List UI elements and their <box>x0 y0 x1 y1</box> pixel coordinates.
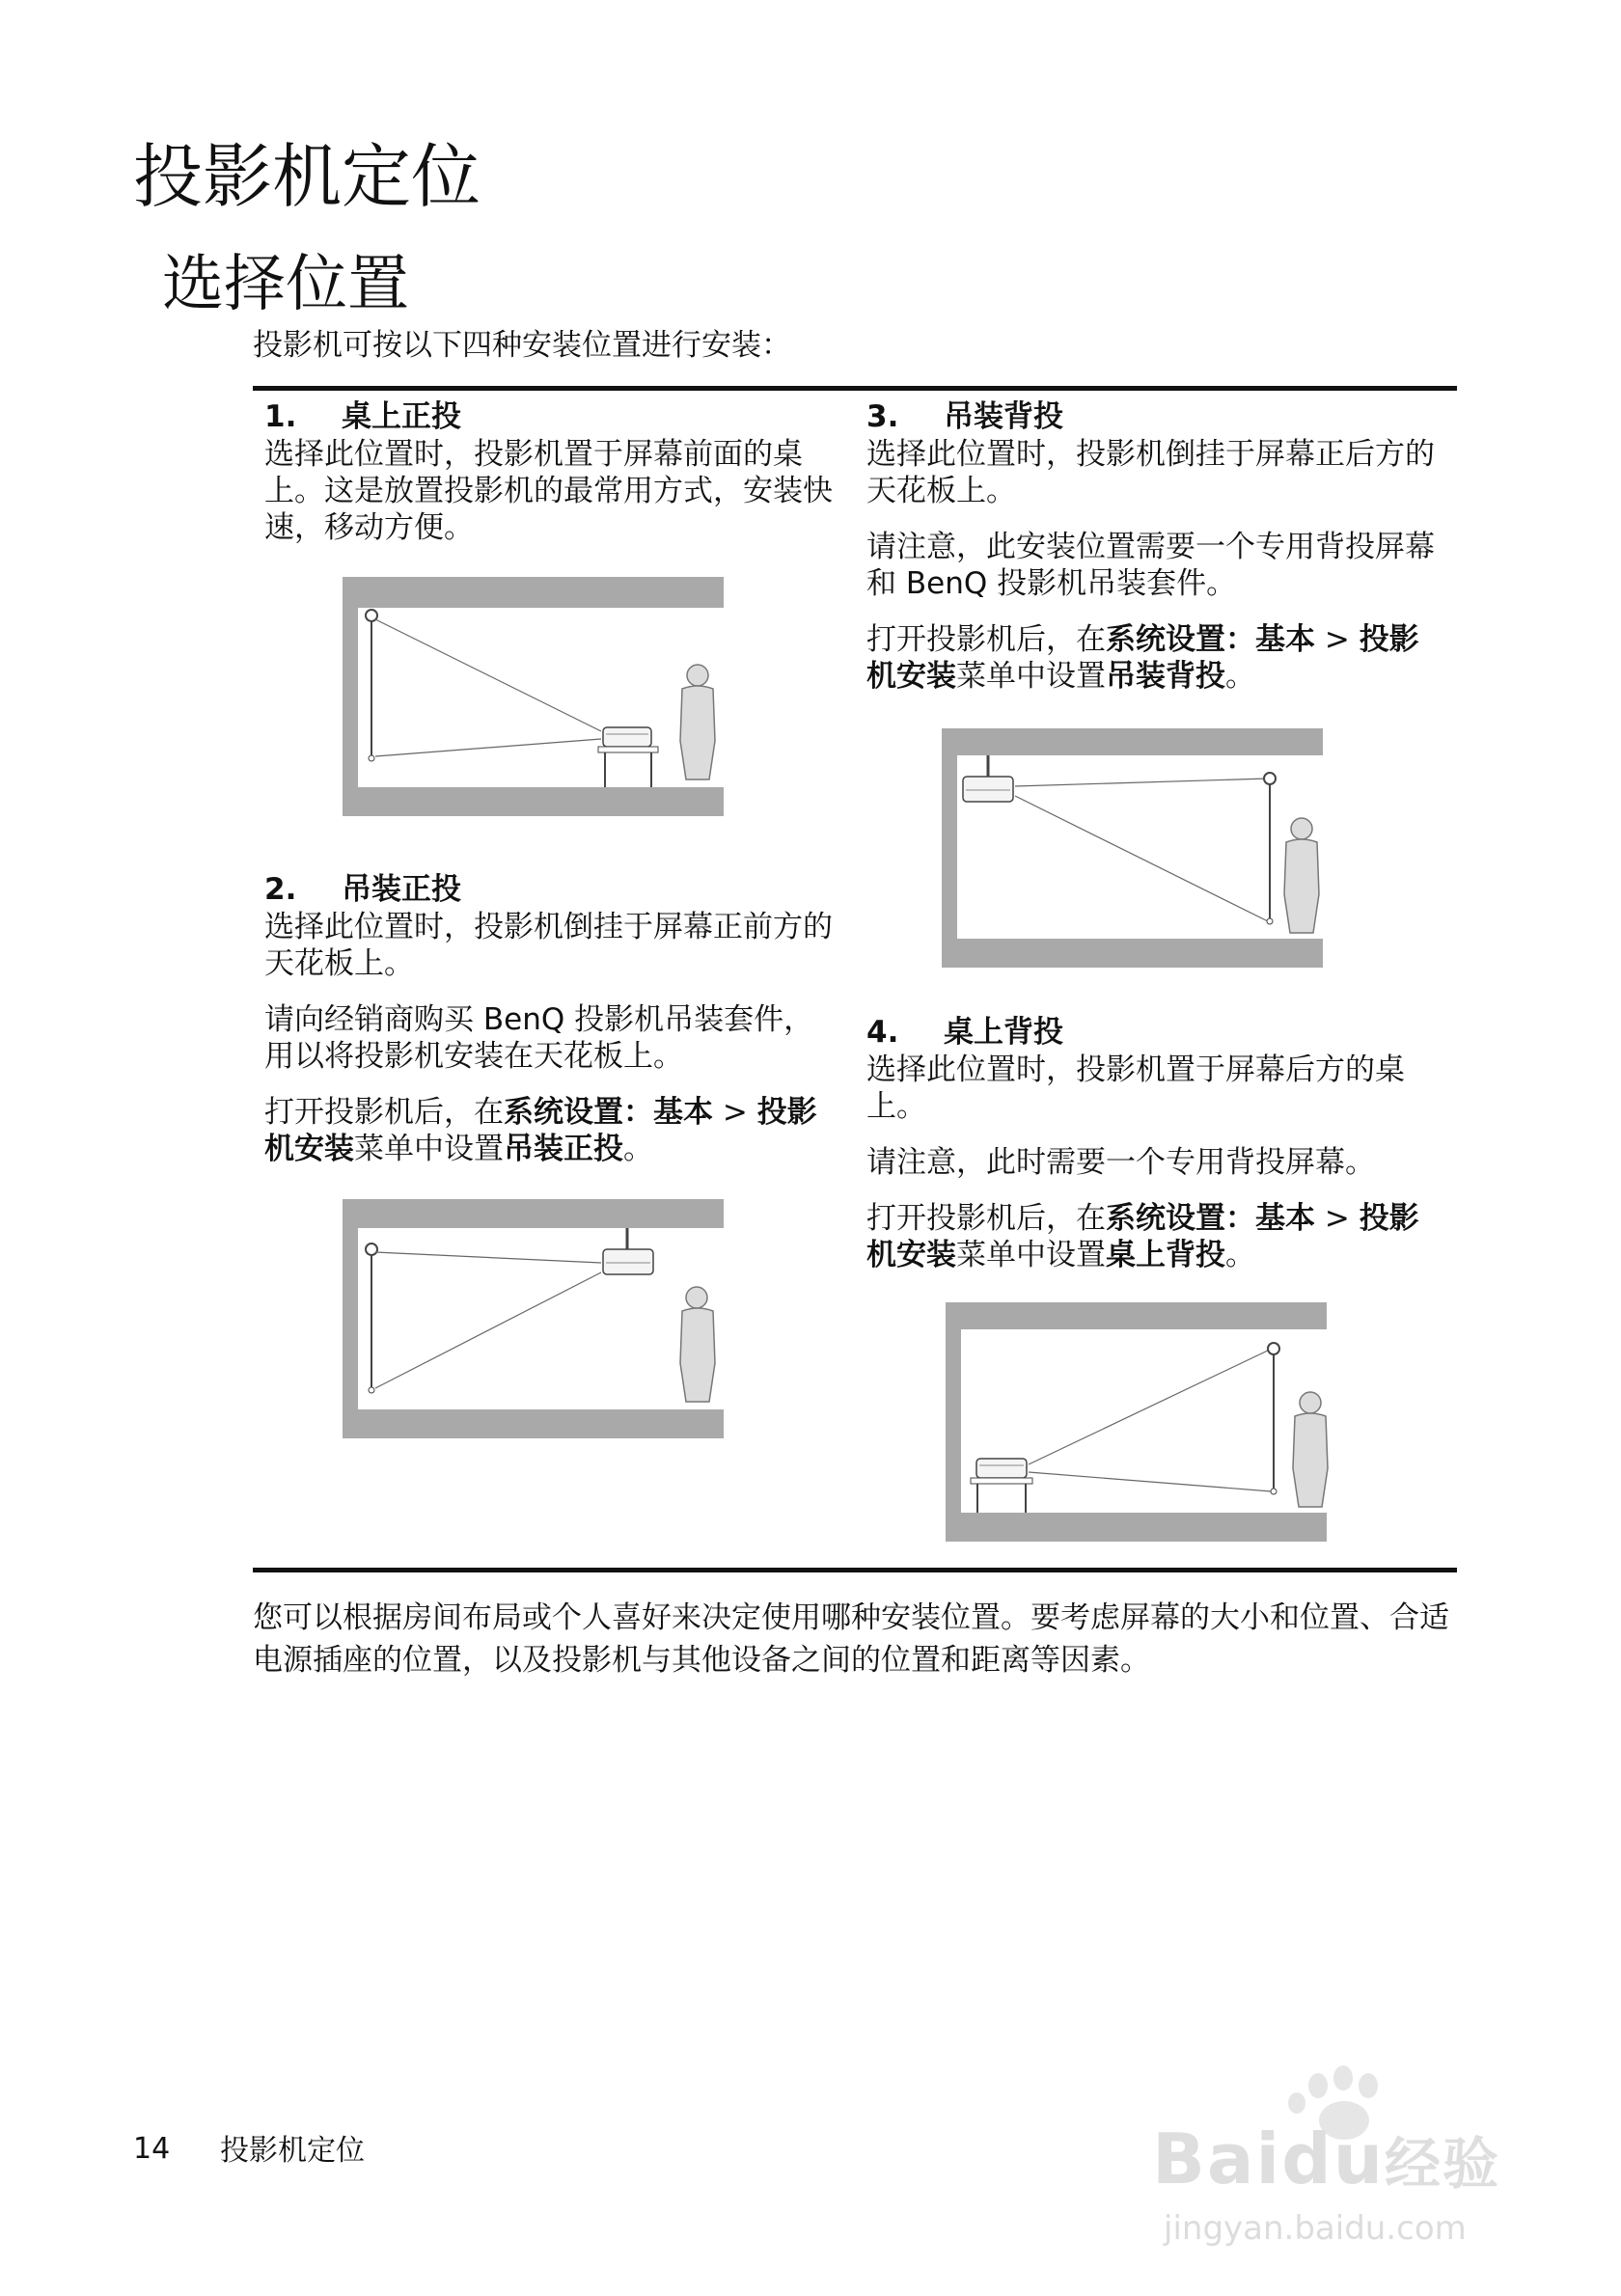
menu-path-bold: 系统设置：基本 <box>504 1095 713 1130</box>
menu-path-bold: 吊装背投 <box>1106 659 1225 694</box>
table-top <box>971 1478 1032 1484</box>
option-paragraph <box>264 909 843 982</box>
bottom-rule <box>253 1568 1457 1572</box>
text-run: 。 <box>1225 659 1255 694</box>
beam-bottom <box>1029 1472 1272 1491</box>
ceiling <box>942 728 1323 755</box>
person-silhouette <box>1284 818 1319 933</box>
option-title: 桌上正投 <box>342 399 461 434</box>
screen-end <box>369 755 374 761</box>
option-3 <box>866 397 1445 714</box>
ceiling-rear-diagram <box>942 728 1328 970</box>
projector <box>603 1249 653 1274</box>
page-title: 投影机定位 <box>133 136 481 217</box>
menu-path-bold: 投影机安装 <box>866 622 1419 694</box>
beam-top <box>1015 779 1268 786</box>
ceiling-front-diagram <box>343 1199 728 1440</box>
option-heading <box>264 397 843 436</box>
text-run: > <box>1315 622 1360 657</box>
text-run: 打开投影机后，在 <box>866 622 1106 657</box>
text-run: 选择此位置时，投影机置于屏幕后方的桌上。 <box>866 1052 1405 1124</box>
text-run: 菜单中设置 <box>354 1132 504 1166</box>
beam-top <box>375 619 601 731</box>
text-run: 菜单中设置 <box>956 1238 1106 1272</box>
beam-top <box>1029 1349 1272 1464</box>
text-run: 请注意，此时需要一个专用背投屏幕。 <box>866 1145 1375 1180</box>
menu-path-bold: 系统设置：基本 <box>1106 622 1315 657</box>
option-heading <box>866 397 1445 436</box>
floor <box>946 1513 1327 1542</box>
text-run: 选择此位置时，投影机置于屏幕前面的桌上。这是放置投影机的最常用方式，安装快速，移动方便。 <box>264 437 833 545</box>
text-run: 选择此位置时，投影机倒挂于屏幕正前方的天花板上。 <box>264 910 833 981</box>
floor <box>942 939 1323 968</box>
screen-roller <box>1268 1343 1279 1354</box>
option-paragraph <box>866 1200 1445 1273</box>
option-heading <box>866 1013 1445 1052</box>
left-wall <box>343 1199 358 1438</box>
option-1 <box>264 397 843 565</box>
page-number: 14 <box>133 2132 171 2166</box>
screen-roller <box>366 1244 377 1255</box>
floor <box>343 787 724 816</box>
text-run: > <box>1315 1201 1360 1236</box>
person-silhouette <box>680 665 715 779</box>
option-paragraph <box>264 1094 843 1167</box>
projector <box>603 727 651 747</box>
option-body <box>866 436 1445 695</box>
option-4 <box>866 1013 1445 1293</box>
menu-path-bold: 桌上背投 <box>1106 1238 1225 1272</box>
left-wall <box>942 728 957 968</box>
option-paragraph <box>866 621 1445 695</box>
projector <box>976 1459 1027 1478</box>
watermark-brand: Baidu经验 <box>1152 2118 1500 2200</box>
projector <box>963 777 1013 802</box>
text-run: 请注意，此安装位置需要一个专用背投屏幕和 BenQ 投影机吊装套件。 <box>866 530 1435 601</box>
ceiling <box>946 1302 1327 1329</box>
text-run: > <box>713 1095 757 1130</box>
text-run: 请向经销商购买 BenQ 投影机吊装套件，用以将投影机安装在天花板上。 <box>264 1002 814 1074</box>
beam-bottom <box>1015 796 1268 921</box>
watermark-url: jingyan.baidu.com <box>1164 2209 1467 2248</box>
baidu-watermark <box>1146 2064 1532 2257</box>
text-run: 打开投影机后，在 <box>264 1095 504 1130</box>
menu-path-bold: 投影机安装 <box>866 1201 1419 1272</box>
left-wall <box>946 1302 961 1542</box>
text-run: 。 <box>1225 1238 1255 1272</box>
option-paragraph <box>866 1052 1445 1125</box>
option-number: 3. <box>866 399 899 434</box>
person-silhouette <box>680 1287 715 1402</box>
ceiling <box>343 1199 724 1228</box>
option-paragraph <box>264 436 843 546</box>
text-run: 打开投影机后，在 <box>866 1201 1106 1236</box>
option-number: 4. <box>866 1015 899 1050</box>
menu-path-bold: 投影机安装 <box>264 1095 817 1166</box>
section-title: 选择位置 <box>162 249 409 320</box>
option-title: 吊装正投 <box>342 872 461 907</box>
text-run: 。 <box>623 1132 653 1166</box>
option-2 <box>264 870 843 1187</box>
beam-top <box>375 1252 601 1263</box>
option-paragraph <box>866 1144 1445 1181</box>
screen-end <box>1267 918 1273 924</box>
option-paragraph <box>264 1001 843 1075</box>
text-run: 菜单中设置 <box>956 659 1106 694</box>
left-wall <box>343 577 358 816</box>
person-silhouette <box>1293 1392 1328 1507</box>
intro-text: 投影机可按以下四种安装位置进行安装： <box>253 328 791 363</box>
ceiling <box>343 577 724 608</box>
option-paragraph <box>866 436 1445 509</box>
option-title: 桌上背投 <box>944 1015 1063 1050</box>
option-body <box>866 1052 1445 1273</box>
floor-front-diagram <box>343 577 728 818</box>
menu-path-bold: 系统设置：基本 <box>1106 1201 1315 1236</box>
option-number: 1. <box>264 399 297 434</box>
option-body <box>264 909 843 1167</box>
menu-path-bold: 吊装正投 <box>504 1132 623 1166</box>
footer-section-title: 投影机定位 <box>220 2134 365 2168</box>
option-heading <box>264 870 843 909</box>
beam-bottom <box>375 739 601 756</box>
screen-roller <box>1264 773 1276 784</box>
outro-text: 您可以根据房间布局或个人喜好来决定使用哪种安装位置。要考虑屏幕的大小和位置、合适电源插座的位置，以及投影机与其他设备之间的位置和距离等因素。 <box>253 1600 1449 1678</box>
option-paragraph <box>866 529 1445 602</box>
beam-bottom <box>375 1272 601 1388</box>
floor <box>343 1409 724 1438</box>
text-run: 选择此位置时，投影机倒挂于屏幕正后方的天花板上。 <box>866 437 1435 508</box>
table-top <box>598 747 658 752</box>
option-title: 吊装背投 <box>944 399 1063 434</box>
screen-end <box>369 1387 374 1393</box>
option-body <box>264 436 843 546</box>
top-rule <box>253 386 1457 391</box>
floor-rear-diagram <box>946 1302 1332 1544</box>
option-number: 2. <box>264 872 297 907</box>
screen-end <box>1271 1489 1277 1494</box>
